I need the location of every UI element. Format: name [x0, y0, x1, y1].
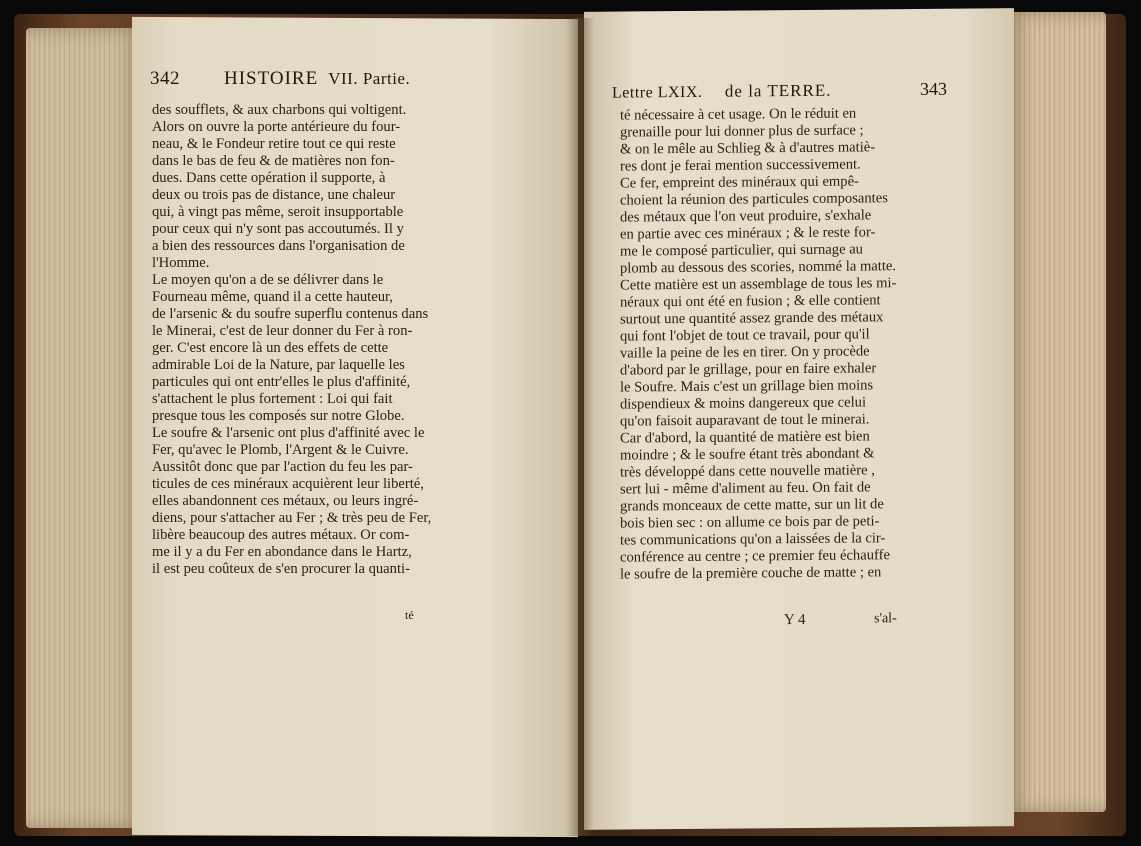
- text-line: Fourneau même, quand il a cette hauteur,: [152, 289, 393, 305]
- text-line: grenaille pour lui donner plus de surface ;: [620, 122, 864, 141]
- text-line: presque tous les composés sur notre Globe.: [152, 408, 405, 424]
- text-line: qui, à vingt pas même, seroit insupportable: [152, 204, 404, 220]
- right-page: [584, 8, 1014, 830]
- text-line: Alors on ouvre la porte antérieure du four-: [152, 119, 401, 135]
- text-line: sert lui - même d'aliment au feu. On fait de: [620, 479, 871, 498]
- text-line: des soufflets, & aux charbons qui voltigent.: [152, 102, 407, 118]
- text-line: deux ou trois pas de distance, une chaleur: [152, 187, 396, 203]
- text-line: particules qui ont entr'elles le plus d'affinité,: [152, 374, 411, 390]
- left-page-number: 342: [150, 68, 180, 89]
- right-page-edges: [1006, 12, 1106, 812]
- right-page-number: 343: [920, 78, 947, 99]
- text-line: elles abandonnent ces métaux, ou leurs ingré-: [152, 493, 419, 509]
- text-line: en partie avec ces minéraux ; & le reste for-: [620, 224, 876, 243]
- text-line: admirable Loi de la Nature, par laquelle les: [152, 357, 405, 373]
- gutter-shadow: [566, 18, 594, 836]
- text-line: Cette matière est un assemblage de tous les mi-: [620, 275, 897, 294]
- text-line: surtout une quantité assez grande des métaux: [620, 309, 884, 328]
- text-line: res dont je ferai mention successivement.: [620, 156, 861, 175]
- right-running-head: [612, 78, 972, 102]
- left-page-text: [152, 102, 444, 578]
- text-line: d'abord par le grillage, pour en faire exhaler: [620, 360, 877, 379]
- text-line: l'Homme.: [152, 255, 210, 271]
- left-page-title: HISTOIRE: [224, 68, 319, 89]
- text-line: Car d'abord, la quantité de matière est bien: [620, 428, 870, 447]
- right-page-title: de la TERRE.: [724, 80, 832, 101]
- text-line: Le moyen qu'on a de se délivrer dans le: [152, 272, 384, 288]
- text-line: le Soufre. Mais c'est un grillage bien moins: [620, 377, 874, 396]
- part-label: VII. Partie.: [328, 69, 411, 88]
- text-line: il est peu coûteux de s'en procurer la quanti-: [152, 561, 410, 577]
- text-line: Fer, qu'avec le Plomb, l'Argent & le Cuivre.: [152, 442, 409, 458]
- signature-mark: Y 4: [784, 611, 806, 629]
- left-running-head: [150, 68, 440, 90]
- text-line: dans le bas de feu & de matières non fon-: [152, 153, 395, 169]
- text-line: diens, pour s'attacher au Fer ; & très peu de Fer,: [152, 510, 432, 526]
- text-line: le soufre de la première couche de matte ; en: [620, 564, 882, 583]
- text-line: & on le mêle au Schlieg & à d'autres matiè-: [620, 139, 876, 158]
- text-line: moindre ; & le soufre étant très abondant &: [620, 445, 875, 464]
- text-line: ticules de ces minéraux acquièrent leur liberté,: [152, 476, 424, 492]
- text-line: conférence au centre ; ce premier feu échauffe: [620, 547, 890, 566]
- text-line: a bien des ressources dans l'organisation de: [152, 238, 405, 254]
- text-line: choient la réunion des particules composantes: [620, 190, 888, 209]
- text-line: neau, & le Fondeur retire tout ce qui reste: [152, 136, 396, 152]
- text-line: plomb au dessous des scories, nommé la matte.: [620, 258, 897, 277]
- text-line: té nécessaire à cet usage. On le réduit en: [620, 105, 857, 124]
- text-line: le Minerai, c'est de leur donner du Fer à ron-: [152, 323, 413, 339]
- left-page-edges: [26, 28, 144, 828]
- right-catchword: s'al-: [874, 611, 897, 627]
- text-line: s'attachent le plus fortement : Loi qui fait: [152, 391, 393, 407]
- text-line: Le soufre & l'arsenic ont plus d'affinité avec le: [152, 425, 425, 441]
- text-line: pour ceux qui n'y sont pas accoutumés. Il y: [152, 221, 404, 237]
- text-line: grands monceaux de cette matte, sur un lit de: [620, 496, 884, 515]
- text-line: ger. C'est encore là un des effets de cette: [152, 340, 389, 356]
- text-line: qui font l'objet de tout ce travail, pour qu'il: [620, 326, 870, 345]
- right-page-text: [620, 105, 912, 584]
- text-line: vaille la peine de les en tirer. On y procède: [620, 343, 870, 362]
- text-line: me le composé particulier, qui surnage au: [620, 241, 863, 260]
- text-line: Ce fer, empreint des minéraux qui empê-: [620, 173, 859, 192]
- text-line: qu'on faisoit auparavant de tout le minerai.: [620, 411, 870, 430]
- left-catchword: té: [405, 608, 414, 622]
- text-line: me il y a du Fer en abondance dans le Hartz,: [152, 544, 412, 560]
- text-line: néraux qui ont été en fusion ; & elle contient: [620, 292, 881, 311]
- text-line: dispendieux & moins dangereux que celui: [620, 394, 867, 413]
- text-line: libère beaucoup des autres métaux. Or com-: [152, 527, 410, 543]
- letter-label: Lettre LXIX.: [612, 83, 703, 102]
- text-line: dues. Dans cette opération il supporte, à: [152, 170, 386, 186]
- text-line: tes communications qu'on a laissées de la cir-: [620, 530, 886, 549]
- text-line: bois bien sec : on allume ce bois par de peti-: [620, 513, 880, 532]
- text-line: Aussitôt donc que par l'action du feu les par-: [152, 459, 413, 475]
- text-line: de l'arsenic & du soufre superflu contenus dans: [152, 306, 429, 322]
- text-line: très développé dans cette nouvelle matière ,: [620, 462, 875, 481]
- text-line: des métaux que l'on veut produire, s'exhale: [620, 207, 872, 226]
